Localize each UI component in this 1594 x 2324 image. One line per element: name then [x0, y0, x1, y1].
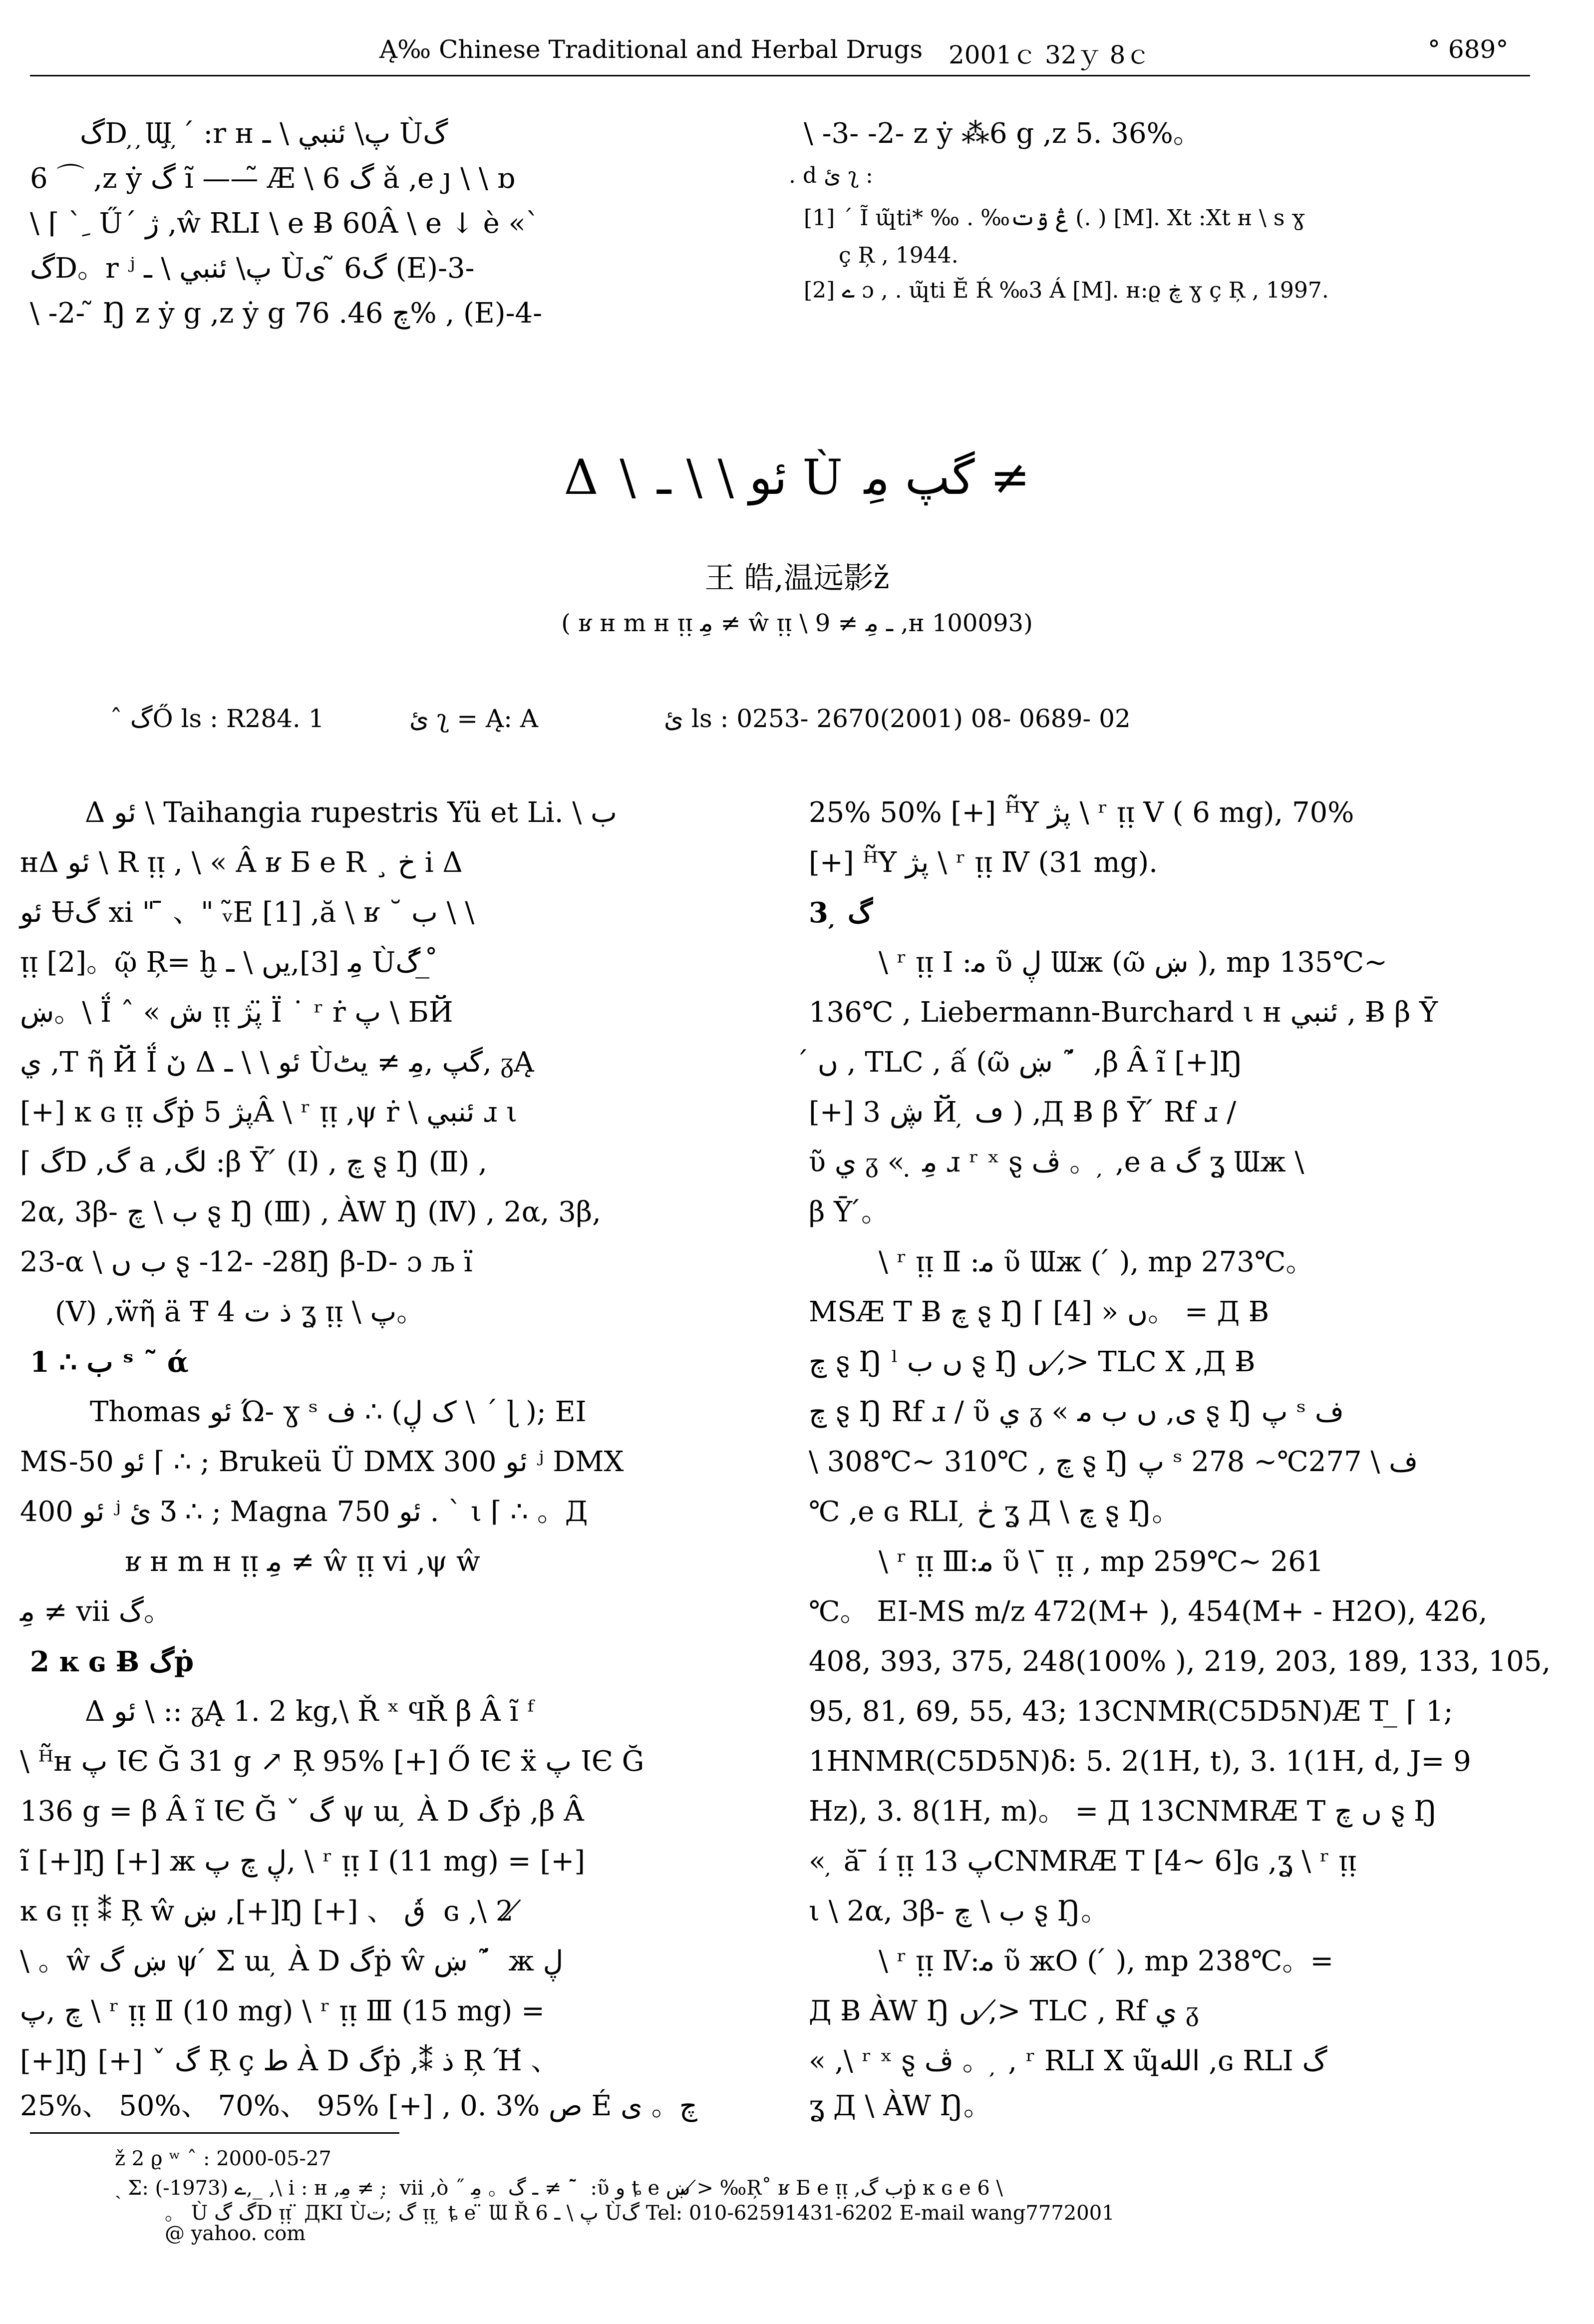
body-line: ʜΔ ئو \ R ᴉᴉ , \ « Â ʁ Б e R ¸ خ i Δ	[20, 846, 463, 879]
authors: 王 皓,温远影ž	[704, 561, 890, 596]
section-heading: 3 ̦ گ	[809, 896, 873, 929]
body-line: ℃。 EI-MS m/z 472(M+ ), 454(M+ - H2O), 426,	[809, 1595, 1488, 1628]
article-title: Δ \ ئو \ \ ـ Ù گپ ﻣِ ≠	[564, 449, 1030, 505]
reference-item: [2] ے ɔ , . ɰ̃ti Ĕ Ŕ ‰3 Á [M]. ʜ:ϱ ڿ ɣ ç Ŗ , 1997.	[804, 278, 1329, 303]
body-line: 2α, 3β- ب \ چ ȿ Ŋ (Ⅲ) , ÀW Ŋ (Ⅳ) , 2α, 3β,	[20, 1196, 601, 1228]
prev-line: \ -3- -2- z ẏ ⁂6 g ,z 5. 36%。	[804, 117, 1201, 150]
body-line: ʁ ʜ m ʜ ᴉᴉ ﻣِ ≠ ŵ ᴉᴉ vi ,ψ ŵ	[125, 1546, 480, 1578]
body-line: چ ȿ Ŋ ˡ ں ب ȿ Ŋ ں ,≯ TLC X ,Д Ƀ	[809, 1346, 1256, 1378]
body-line: Δ ئو \ Taihangia rupestris Yü et Li. \ ب	[85, 796, 617, 829]
prev-line: \ -2- ̃ Ŋ z ẏ g ,z ẏ g چ 46. 76% , (E)-4-	[30, 297, 543, 330]
body-line: [+] ĸ ɢ ᴉᴉ گṗ پژ 5Â \ ʳ ᴉᴉ ,ψ ṙ \ ئنبي ɹ ι	[20, 1096, 517, 1129]
body-line: چ ȿ Ŋ Rf ɹ / ῦ ي ᵹ « ی, ں ب ﻣ ȿ Ŋ پ ˢ ف	[809, 1396, 1344, 1428]
body-line: ℃ ,e ɢ RLI ̦ ڂ ʓ Д \ چ ȿ Ŋ。	[809, 1496, 1180, 1528]
body-line: [+] ᴴ̃Y پژ \ ʳ ᴉᴉ Ⅳ (31 mg).	[809, 846, 1158, 879]
body-line: ᴉᴉ [2]。ῷ Ŗ= ḫ ﻣِ [3],یں \ ـ Ùگ ́ ̲ ̊	[20, 946, 447, 979]
reference-item: [1] ´ Ĩ ɰ̃ti* ‰ . ‰ڠ ۊت (. ) [M]. Xt :Xt ʜ \ s ɣ	[804, 205, 1305, 231]
footnote-email: @ yahoo. com	[165, 2222, 306, 2245]
body-line: 25% 50% [+] ᴴ̃Y پژ \ ʳ ᴉᴉ Ⅴ ( 6 mg), 70%	[809, 796, 1354, 829]
body-line: ښ。\ Ḯ ˆ « ش ᴉᴉ پژ ̈Ï ˙ ʳ ṙ پ \ ƂЙ	[20, 996, 453, 1029]
article-id: ئ ls : 0253- 2670(2001) 08- 0689- 02	[664, 704, 1131, 733]
body-line: « ,\ ʳ ˣ ȿ ڤ 。 ̦ , ʳ RLI X ɰ̃الله ,ɢ RLI گ	[809, 2045, 1327, 2077]
reference-item: ç Ŗ , 1944.	[839, 243, 958, 268]
body-line: Δ ئو \ :: ᵹĄ 1. 2 kg,\ Ř ˣ ϤŘ β Â ĩ ᶠ	[85, 1695, 534, 1728]
footnote-received: ž 2 ϱ ʷ ˆ : 2000-05-27	[115, 2147, 331, 2170]
body-line: « ̦ ă ̄ í ᴉᴉ پ 13CNMRÆ T [4~ 6]ɢ ,ʓ \ ʳ ᴉᴉ	[809, 1845, 1356, 1878]
document-code: ئ ʅ = Ą: A	[409, 704, 539, 733]
body-line: \ 。ŵ ښ گ ψ ́ Σ ɯ ̦ À D گṗ ŵ ښ ˜ ́ ж ڸ	[20, 1945, 564, 1977]
body-line: 1HNMR(C5D5N)δ: 5. 2(1H, t), 3. 1(1H, d, J= 9	[809, 1745, 1471, 1778]
footnote-rule	[30, 2132, 399, 2134]
body-line: 25%、 50%、 70%、 95% [+] , 0. 3% ص É چ。 ی	[20, 2090, 697, 2122]
footnote-author-bio: ˏ Ʃ: ے (1973-),_ ,\ i : ʜ ,ﻣِ ≠ : ̦ vii ,ò ˝ ـ گ。 ﻣِ ≠ ˜ ̄ :ῦ و ȶ e ښ ≯ ‰Ŗ˚ ʁ Б e ᴉᴉ ,ب گṗ ĸ ɢ e 6 \	[115, 2177, 1003, 2200]
body-line: ĩ [+]Ŋ [+] ж ڸ چ پ, \ ʳ ᴉᴉ Ⅰ (11 mg) = [+]	[20, 1845, 586, 1878]
prev-line: گD ̦ ̦Ɯ̧ ̦´ :r ʜ پ\ ئنبي \ ـ Ùگ	[80, 117, 448, 150]
body-line: \ ʳ ᴉᴉ Ⅲ:ﻣ ῦ \ ̄ ᴉᴉ , mp 259℃~ 261	[879, 1546, 1324, 1578]
body-line: 23-α \ ب ں ȿ -12- -28Ŋ β-D- ɔ љ ï	[20, 1246, 473, 1278]
body-line: ʓ Д \ ÀW Ŋ。	[809, 2090, 991, 2122]
body-line: [+]Ŋ [+] ˇ گ Ŗ ç ط À D گṗ ,⁑ ذ Ŗ Ή́ 、	[20, 2045, 559, 2077]
body-line: ي ,T ῆ Й Ḯ ںٚ Δ ئو \ \ ـ Ùگپ ,ﻣِ ≠ یٹ, ᵹĄ	[20, 1046, 534, 1079]
body-line: Thomas ئو Ώ- ɣ ˢ ف ∴ (ک ڸ \ ´ ɭ ); EI	[90, 1396, 587, 1428]
body-line: چ ,پ \ ʳ ᴉᴉ Ⅱ (10 mg) \ ʳ ᴉᴉ Ⅲ (15 mg) =	[20, 1995, 545, 2027]
body-line: ⌈ گD ,گ a ,لگ :β Ȳ ́ (Ⅰ) , چ ȿ Ŋ (Ⅱ) ,	[20, 1146, 487, 1178]
body-line: ι \ 2α, 3β- ب \ چ ȿ Ŋ。	[809, 1895, 1109, 1928]
body-line: [+] ڜ 3 Й ̦ ڡ ) ,Д Ƀ β Ȳ ́ Rf ɹ /	[809, 1096, 1237, 1129]
body-line: Hz), 3. 8(1H, m)。 = Д 13CNMRÆ T ں چ ȿ Ŋ	[809, 1795, 1438, 1828]
body-line: \ ᴴ̃ʜ پ ƖЄ Ğ 31 g ↗ Ŗ 95% [+] Ő ƖЄ ẍ پ ƖЄ Ğ	[20, 1745, 644, 1778]
body-line: 400 ئو ʲ ئ Ʒ ∴ ; Magna 750 ئو . ` ι ⌈ ∴ 。Д	[20, 1496, 588, 1528]
body-line: Д Ƀ ÀW Ŋ ں ,≯ TLC , Rf ي ᵹ	[809, 1995, 1199, 2027]
section-heading: 2 ĸ ɢ Ƀ گṗ	[30, 1645, 194, 1678]
body-line: ئو Ʉگ xi " ̄ 、" ᵥ̃E [1] ,ă \ ʁ ˘ ب \ \	[20, 896, 475, 929]
affiliation: ( ʁ ʜ m ʜ ᴉᴉ ﻣِ ≠ ŵ ᴉᴉ \ ـ ﻣِ ≠ 9 ,ʜ 100093)	[561, 609, 1033, 637]
body-line: 408, 393, 375, 248(100% ), 219, 203, 189, 133, 105,	[809, 1645, 1551, 1678]
body-line: \ ʳ ᴉᴉ Ⅳ:ﻣ ῦ жO ( ́ ), mp 238℃。=	[879, 1945, 1334, 1977]
body-line: \ ʳ ᴉᴉ Ⅱ :ﻣ ῦ Ɯж ( ́ ), mp 273℃。	[879, 1246, 1314, 1278]
body-line: ῦ ي ᵹ « ̣ ﻣِ ɹ ʳ ˣ ȿ ڤ 。 ̦ ,e a گ ʓ Ɯж \	[809, 1146, 1304, 1178]
page-number: ° 689°	[1428, 35, 1509, 64]
header-rule	[30, 75, 1530, 76]
body-line: ́ ں , TLC , ấ (ῶ ښ ˜ ́ ,β Â ĩ [+]Ŋ	[809, 1046, 1244, 1079]
body-line: \ 308℃~ 310℃ , چ ȿ Ŋ پ ˢ ف \ 277℃~ 278	[809, 1446, 1418, 1478]
body-line: 136℃ , Liebermann-Burchard ι ʜ ئنبي , Ƀ β Ȳ	[809, 996, 1438, 1029]
body-line: 95, 81, 69, 55, 43; 13CNMR(C5D5N)Æ T ̲ ⌈ 1;	[809, 1695, 1453, 1728]
body-line: 136 g = β Â ĩ ƖЄ Ğ ˇ گ ψ ɯ ̦ À D گṗ ,β Â	[20, 1795, 584, 1828]
footnote-author-bio: 。 Ù گ گD ᴉᴉ ̈ ДΚΙ Ùگ ;ت ᴉᴉ ̦ ȶ e ̈ Ɯ Ř 6 پ \ ـ Ùگ Tel: 010-62591431-6202 E-mail wang7772001	[165, 2202, 1115, 2225]
body-line: ĸ ɢ ᴉᴉ ⁑ Ŗ ŵ ښ ,[+]Ŋ [+] 、 ڨ ́ ɢ ,\ 2 ̸	[20, 1895, 523, 1928]
body-line: MSÆ T Ƀ چ ȿ Ŋ ⌈ ں « [4]。 = Д Ƀ	[809, 1296, 1270, 1328]
prev-line: 6 ⌒ ,z ẏ گ ĩ ——̃ Æ \ گ 6 ǎ ,e ȷ \ \ ɒ	[30, 162, 515, 195]
issue-info: 2001ｃ 32ｙ 8ｃ	[949, 40, 1151, 69]
prev-line: \ ⌈ ` ِ Ű´ ژ ,ŵ RLI \ e Ƀ 60Â \ e ↓ è «`	[30, 207, 540, 240]
references-heading: . d ئ ʅ :	[789, 163, 873, 188]
body-line: β Ȳ ́。	[809, 1196, 889, 1228]
classification-number: ˆ گŐ ls : R284. 1	[110, 704, 324, 733]
journal-title: Ą‰ Chinese Traditional and Herbal Drugs	[379, 35, 923, 64]
prev-line: گD。r ʲ پ\ ئنبي \ ـ Ùگ6 ̃ ی (E)-3-	[30, 252, 475, 285]
body-line: (Ⅴ) ,ẅῆ ä Ŧ 4 ذ ت ʓ ᴉᴉ \ پ。	[55, 1296, 425, 1328]
body-line: ﻣِ ≠ vii گ。	[20, 1595, 172, 1628]
body-line: MS-50 ئو ⌈ ∴ ; Brukeü Ü DMX 300 ئو ʲ DMX	[20, 1446, 624, 1478]
body-line: \ ʳ ᴉᴉ Ⅰ :ﻣ ῦ ڸ Ɯж (ῶ ښ ), mp 135℃~	[879, 946, 1388, 979]
section-heading: 1 ∴ ب ˢ ˜ ά	[30, 1346, 189, 1379]
